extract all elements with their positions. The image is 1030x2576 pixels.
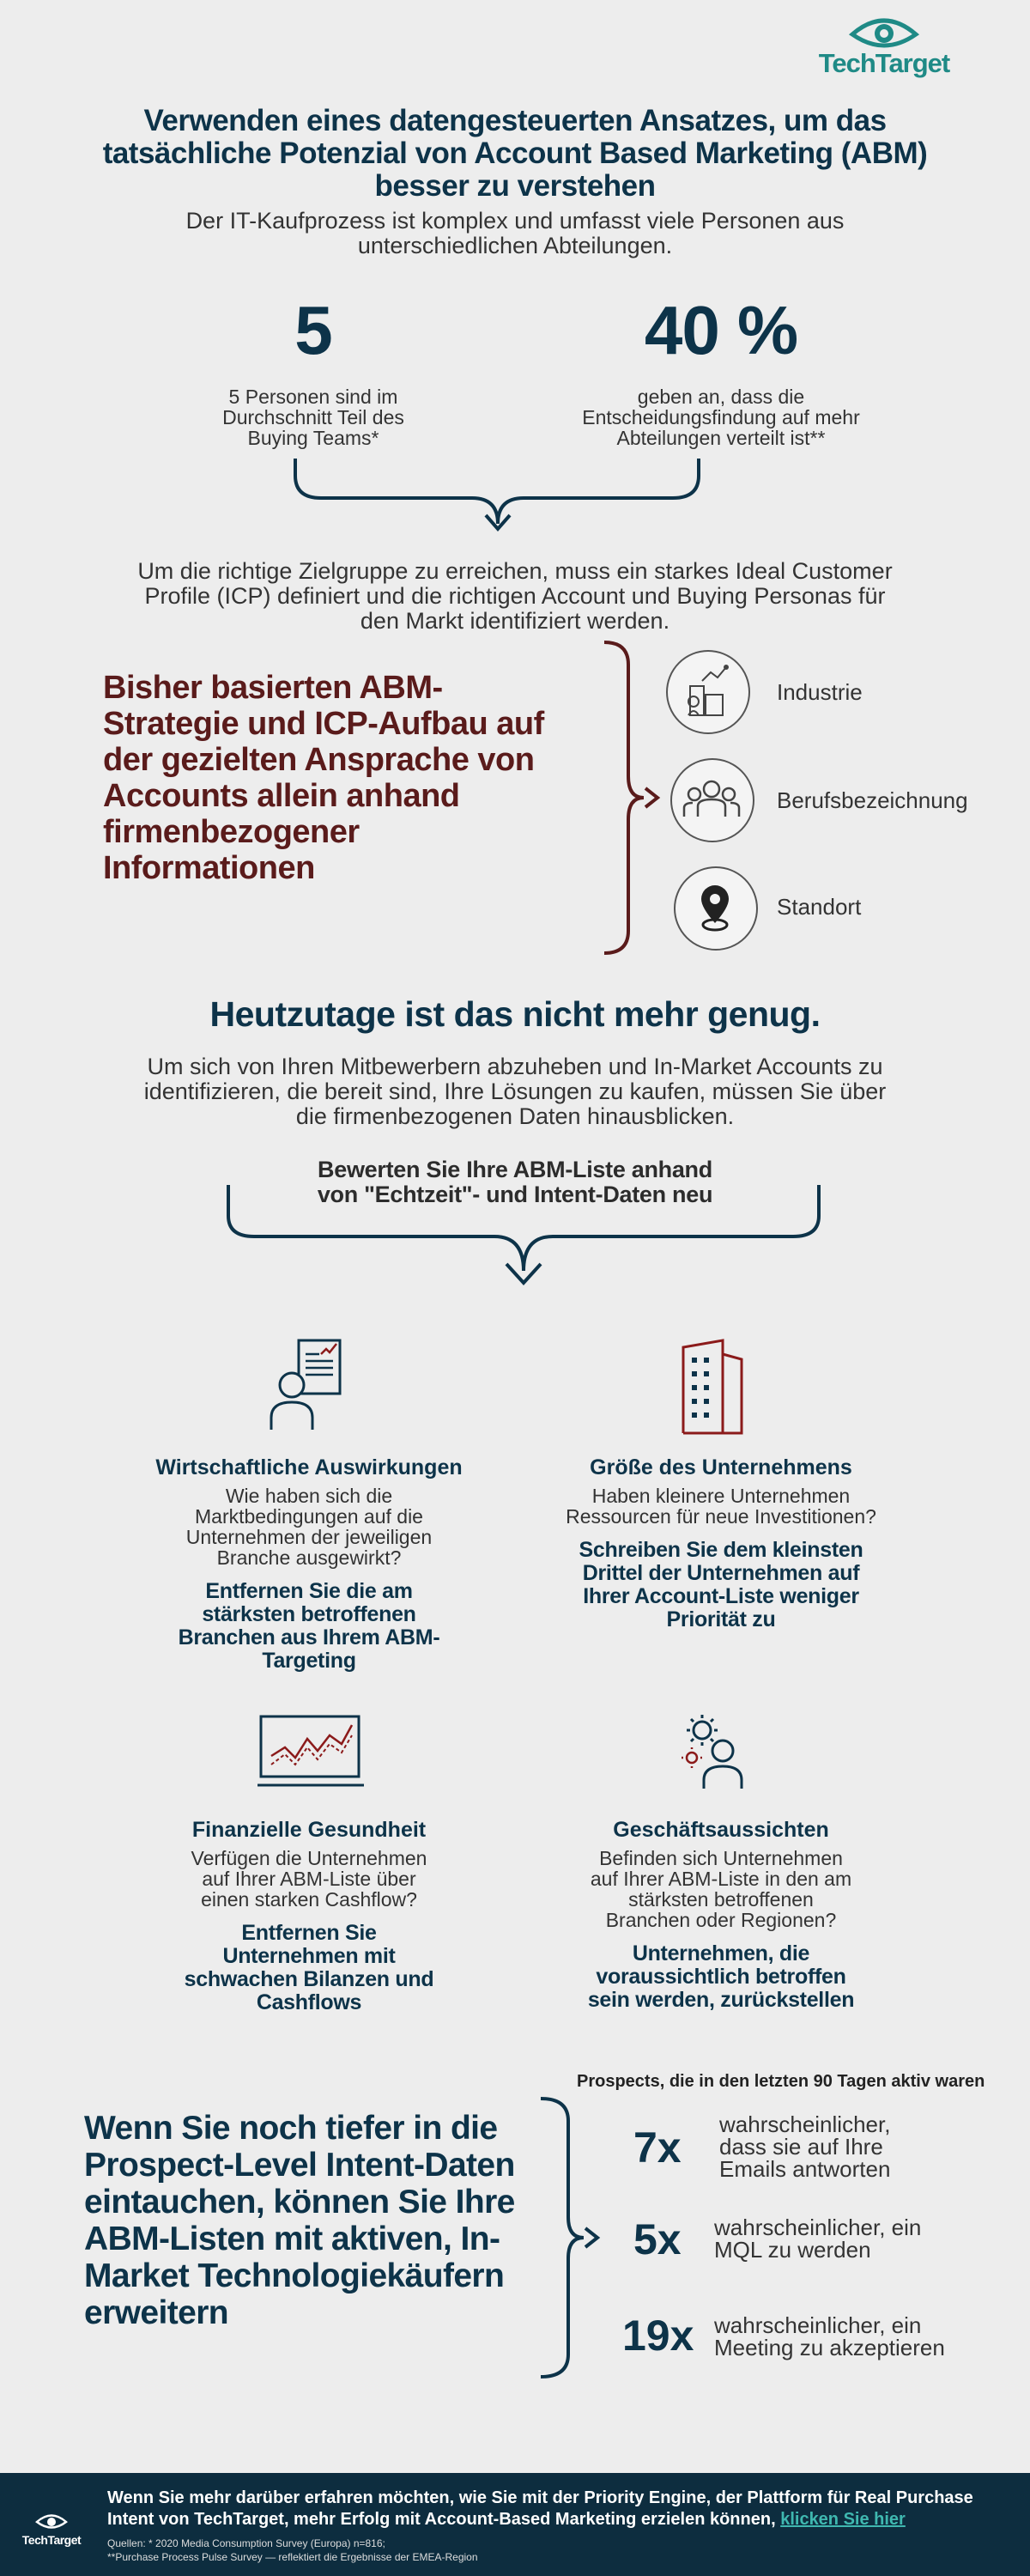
intent-heading: Wenn Sie noch tiefer in die Prospect-Level Intent-Daten eintauchen, können Sie Ihre ABM-Listen mit aktiven, In- Market Technologiekäufern erweitern bbox=[84, 2110, 515, 2331]
stat-departments: 40 % geben an, dass die Entscheidungsfindung auf mehr Abteilungen verteilt ist** bbox=[582, 292, 860, 449]
icp-label-standort: Standort bbox=[777, 894, 862, 920]
multiplier-19x: 19x bbox=[622, 2312, 694, 2360]
evaluate-bracket-icon bbox=[223, 1182, 824, 1298]
footer-eye-icon bbox=[34, 2511, 69, 2531]
factor-economic: Wirtschaftliche Auswirkungen Wie haben sich die Marktbedingungen auf die Unternehmen der jeweiligen Branche ausgewirkt? Entfernen Sie die am stärksten betroffenen Branchen aus Ihrem ABM- Targeting bbox=[155, 1455, 463, 1673]
techtarget-logo bbox=[794, 12, 974, 81]
footer-sources: Quellen: * 2020 Media Consumption Survey (Europa) n=816; **Purchase Process Pulse Survey — reflektiert die Ergebnisse der EMEA-Region bbox=[107, 2537, 478, 2563]
footer bbox=[0, 2473, 1030, 2576]
multiplier-5x-text: wahrscheinlicher, ein MQL zu werden bbox=[714, 2215, 922, 2263]
icp-label-berufsbezeichnung: Berufsbezeichnung bbox=[777, 787, 968, 813]
multiplier-5x: 5x bbox=[633, 2215, 682, 2263]
today-title: Heutzutage ist das nicht mehr genug. bbox=[209, 994, 821, 1034]
factor-company-size: Größe des Unternehmens Haben kleinere Unternehmen Ressourcen für neue Investitionen? Schreiben Sie dem kleinsten Drittel der Unternehmen auf Ihrer Account-Liste weniger Priorität zu bbox=[566, 1455, 876, 1631]
footer-cta-text: Wenn Sie mehr darüber erfahren möchten, wie Sie mit der Priority Engine, der Plattform für Real Purchase Intent von TechTarget, mehr Erfolg mit Account-Based Marketing erzielen können, klicken Sie hier bbox=[107, 2488, 973, 2529]
hero-subtitle: Der IT-Kaufprozess ist komplex und umfasst viele Personen aus unterschiedlichen Abteilungen. bbox=[185, 208, 845, 258]
icp-label-industrie: Industrie bbox=[777, 679, 863, 705]
multiplier-7x-text: wahrscheinlicher, dass sie auf Ihre Emails antworten bbox=[719, 2111, 891, 2182]
footer-link[interactable]: klicken Sie hier bbox=[780, 2510, 906, 2529]
logo-wordmark: TechTarget bbox=[818, 48, 950, 78]
people-icon bbox=[670, 758, 754, 842]
icp-text: Um die richtige Zielgruppe zu erreichen, muss ein starkes Ideal Customer Profile (ICP) definiert und die richtigen Account und Buying Personas für den Markt identifiziert werden. bbox=[137, 558, 893, 634]
person-gears-icon bbox=[678, 1713, 755, 1792]
industry-icon bbox=[666, 650, 750, 734]
factor-business-outlook: Geschäftsaussichten Befinden sich Unternehmen auf Ihrer ABM-Liste in den am stärksten betroffenen Branchen oder Regionen? Unternehmen, die voraussichtlich betroffen sein werden, zurückstellen bbox=[587, 1818, 855, 2012]
today-text: Um sich von Ihren Mitbewerbern abzuheben und In-Market Accounts zu identifizieren, die bereit sind, Ihre Lösungen zu kaufen, müssen Sie über die firmenbezogenen Daten hinausblicken. bbox=[143, 1054, 887, 1129]
merge-bracket-icon bbox=[283, 455, 712, 541]
multiplier-7x: 7x bbox=[633, 2123, 682, 2172]
evaluate-heading: Bewerten Sie Ihre ABM-Liste anhand von "Echtzeit"- und Intent-Daten neu bbox=[317, 1157, 713, 1207]
prospects-label: Prospects, die in den letzten 90 Tagen aktiv waren bbox=[577, 2072, 985, 2091]
footer-logo: TechTarget bbox=[17, 2507, 86, 2559]
laptop-chart-icon bbox=[256, 1713, 367, 1790]
intent-brace-icon bbox=[537, 2095, 606, 2380]
icp-heading: Bisher basierten ABM- Strategie und ICP-Aufbau auf der gezielten Ansprache von Accounts allein anhand firmenbezogener Informationen bbox=[103, 670, 544, 886]
report-person-icon bbox=[268, 1337, 354, 1435]
page-title: Verwenden eines datengesteuerten Ansatzes, um das tatsächliche Potenzial von Account Based Marketing (ABM) besser zu verstehen bbox=[102, 104, 928, 203]
stat-buying-team: 5 5 Personen sind im Durchschnitt Teil des Buying Teams* bbox=[222, 292, 404, 449]
eye-icon bbox=[845, 12, 923, 50]
multiplier-19x-text: wahrscheinlicher, ein Meeting zu akzeptieren bbox=[714, 2312, 945, 2360]
building-icon bbox=[671, 1337, 757, 1437]
icp-brace-icon bbox=[601, 639, 670, 957]
location-pin-icon bbox=[674, 866, 758, 951]
factor-financial-health: Finanzielle Gesundheit Verfügen die Unternehmen auf Ihrer ABM-Liste über einen starken Cashflow? Entfernen Sie Unternehmen mit schwachen Bilanzen und Cashflows bbox=[184, 1818, 434, 2014]
